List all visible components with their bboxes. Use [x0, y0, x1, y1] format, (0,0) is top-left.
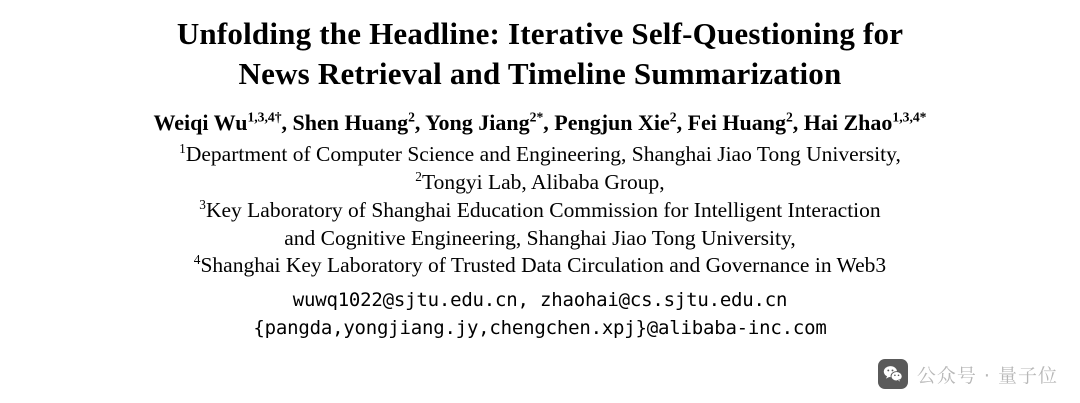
author-name: Shen Huang: [292, 110, 409, 136]
affiliation-line: [179, 141, 901, 169]
author-affiliation-mark: 1,3,4*: [892, 110, 927, 126]
title-line-1: Unfolding the Headline: Iterative Self-Questioning for: [176, 16, 904, 51]
author-name: Yong Jiang: [425, 110, 530, 136]
affiliation-line: [179, 252, 901, 280]
affiliation-line: [179, 169, 901, 197]
author-separator: ,: [543, 110, 555, 136]
affiliation-text: Key Laboratory of Shanghai Education Commission for Intelligent Interaction: [205, 197, 881, 222]
email-line[interactable]: {pangda,yongjiang.jy,chengchen.xpj}@alibaba-inc.com: [253, 316, 827, 339]
author-affiliation-mark: 2*: [529, 110, 544, 126]
affiliation-mark: 3: [199, 196, 206, 212]
author-affiliation-mark: 2: [785, 110, 793, 126]
wechat-icon: [878, 359, 908, 389]
affiliation-text: Tongyi Lab, Alibaba Group,: [421, 169, 665, 194]
affiliation-line: [179, 197, 901, 225]
affiliation-mark: 4: [193, 252, 201, 268]
author-affiliation-mark: 2: [408, 110, 415, 126]
affiliation-mark: 2: [415, 168, 422, 184]
author-affiliation-mark: 1,3,4†: [247, 110, 282, 126]
title-line-2: News Retrieval and Timeline Summarization: [238, 55, 842, 91]
author-name: Pengjun Xie: [554, 110, 670, 136]
page-title: [177, 14, 903, 93]
author-affiliation-mark: 2: [669, 110, 677, 126]
author-separator: ,: [676, 110, 688, 136]
email-line[interactable]: wuwq1022@sjtu.edu.cn, zhaohai@cs.sjtu.edu.cn: [292, 289, 788, 312]
affiliation-text: Shanghai Key Laboratory of Trusted Data Circulation and Governance in Web3: [200, 253, 887, 278]
author-list: [154, 110, 927, 136]
affiliation-text: and Cognitive Engineering, Shanghai Jiao Tong University,: [284, 225, 796, 250]
watermark: [878, 359, 1058, 389]
author-name: Hai Zhao: [803, 110, 893, 136]
affiliation-list: [179, 141, 901, 281]
watermark-label: 公众号 · 量子位: [916, 364, 1058, 387]
author-separator: ,: [792, 110, 804, 136]
author-name: Weiqi Wu: [153, 110, 248, 136]
author-name: Fei Huang: [687, 110, 786, 136]
affiliation-text: Department of Computer Science and Engineering, Shanghai Jiao Tong University,: [185, 141, 901, 166]
affiliation-mark: 1: [179, 140, 186, 156]
affiliation-line: [179, 225, 901, 253]
author-separator: ,: [414, 110, 426, 136]
author-separator: ,: [281, 110, 293, 136]
contact-emails: [253, 287, 826, 342]
